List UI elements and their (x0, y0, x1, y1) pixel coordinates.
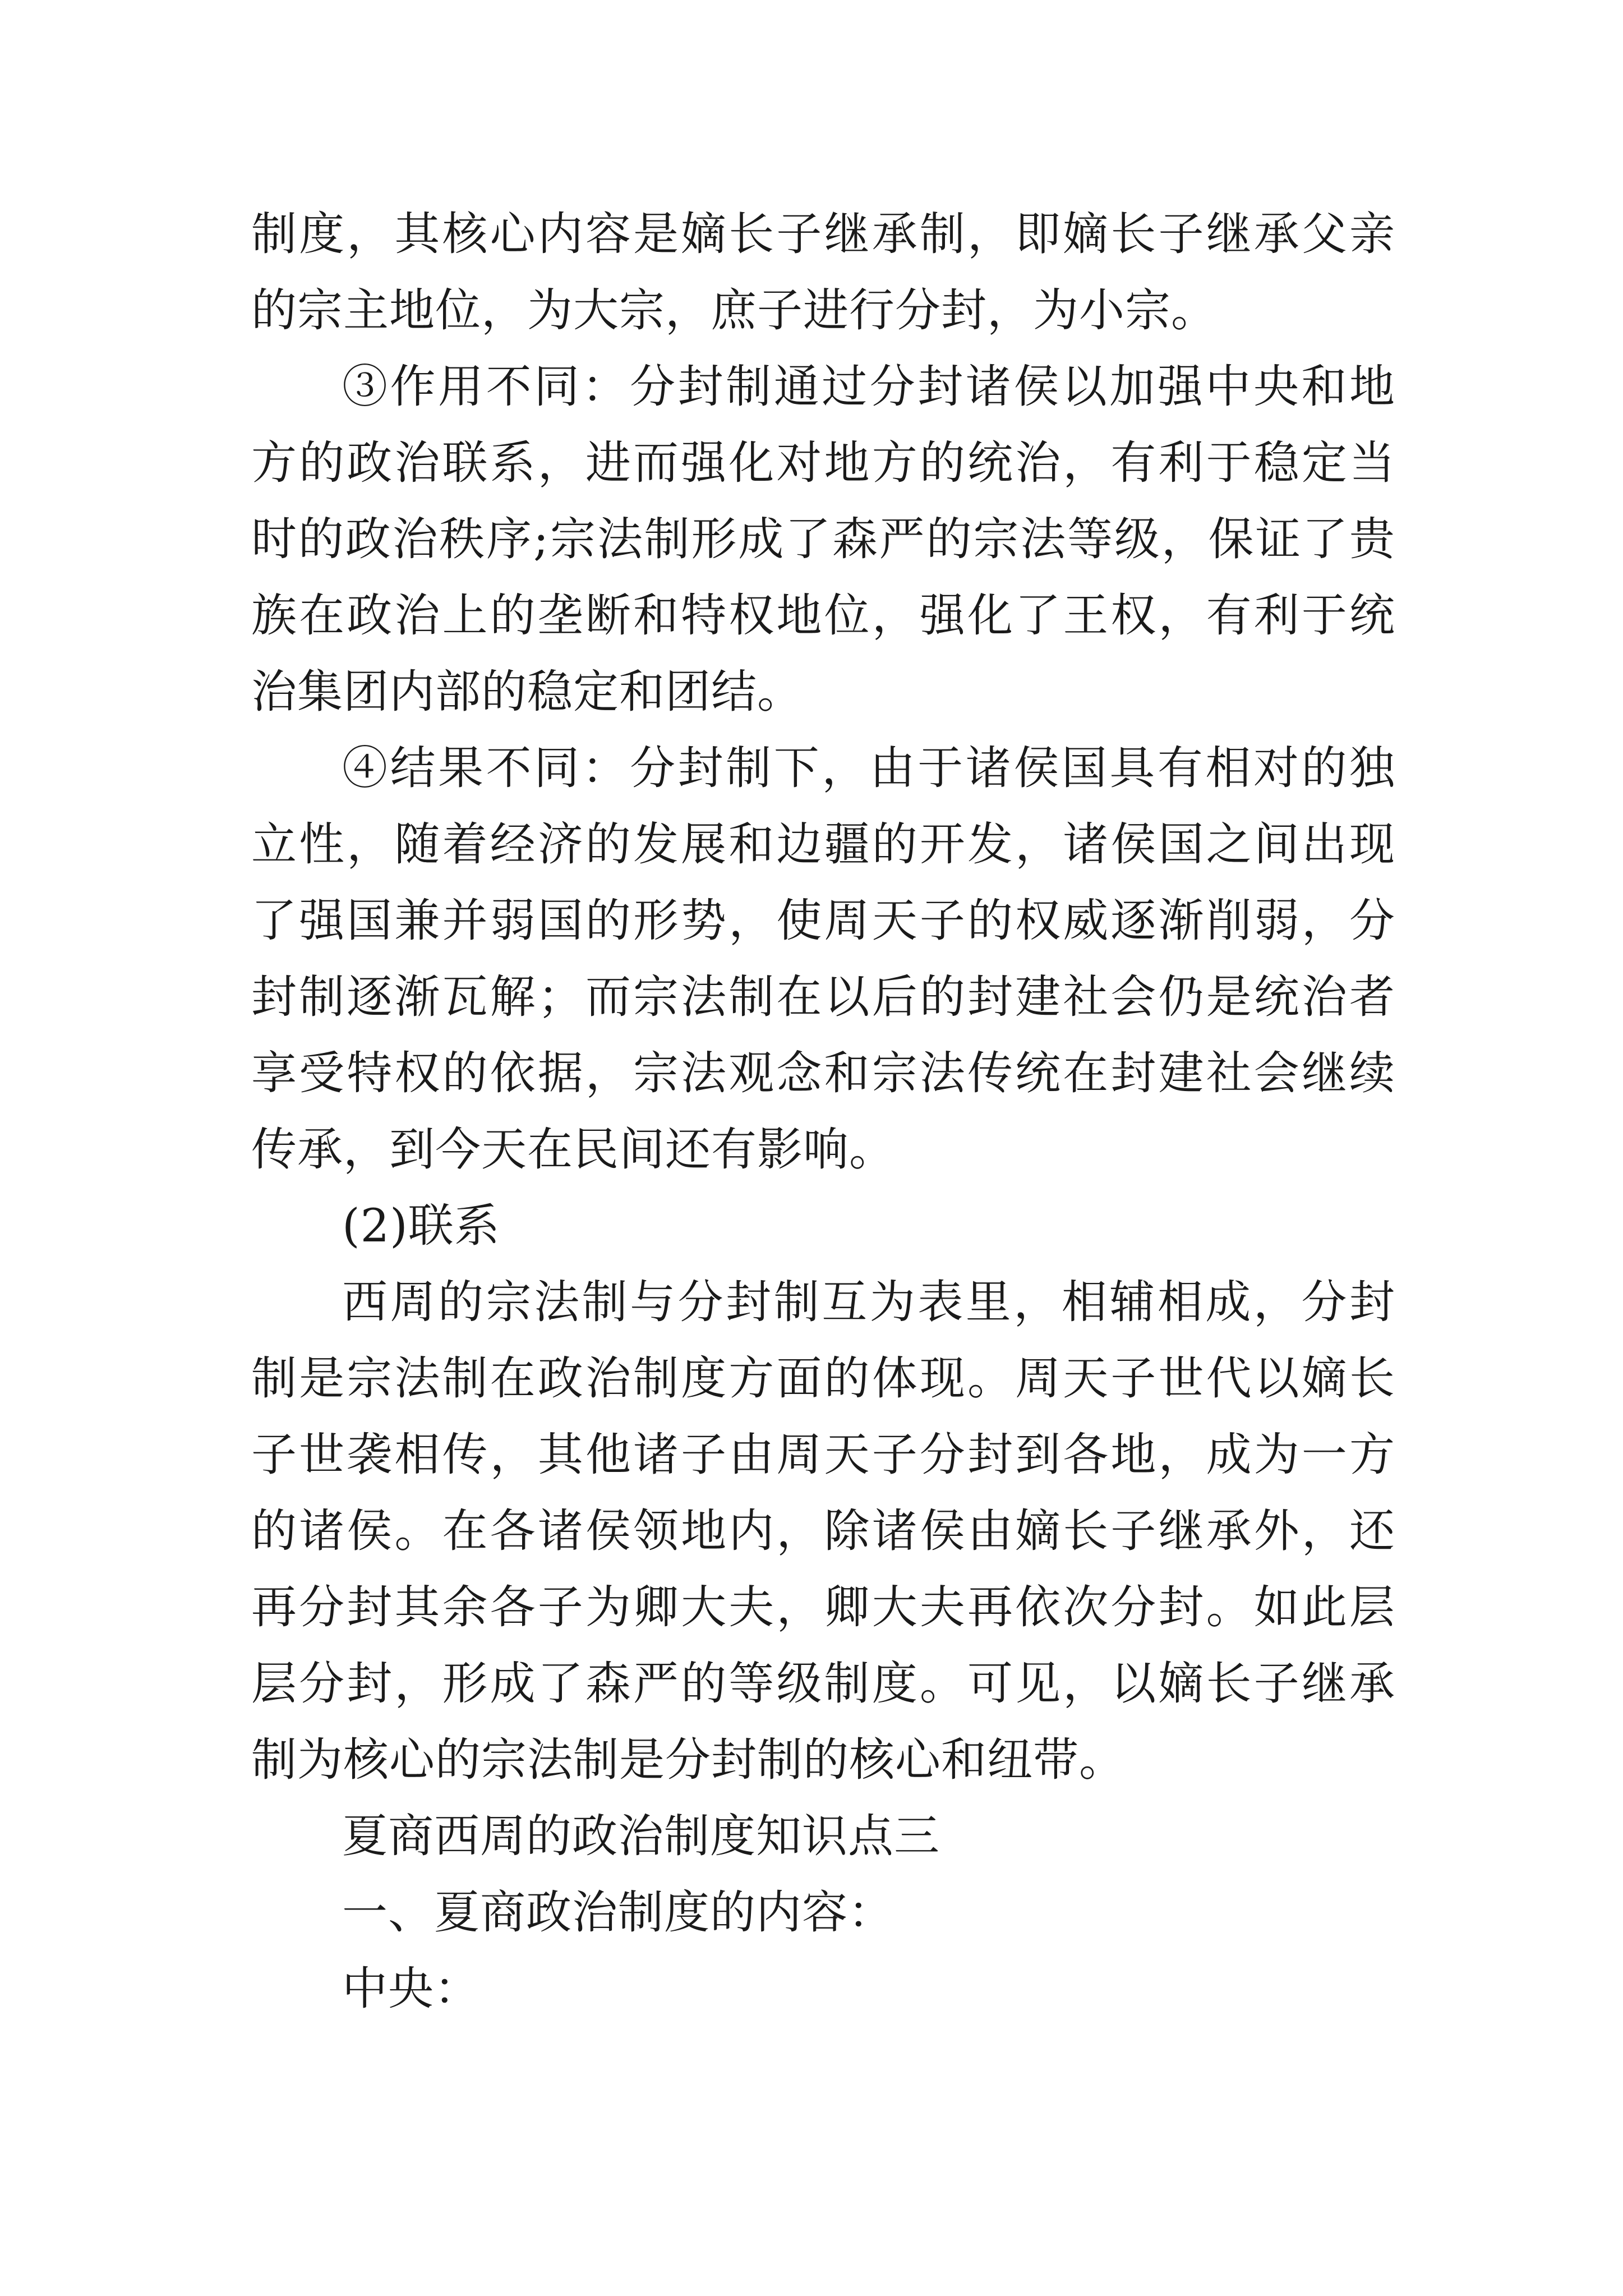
paragraph-connection: 西周的宗法制与分封制互为表里，相辅相成，分封制是宗法制在政治制度方面的体现。周天子世代以嫡长子世袭相传，其他诸子由周天子分封到各地，成为一方的诸侯。在各诸侯领地内，除诸侯由嫡长子继承外，还再分封其余各子为卿大夫，卿大夫再依次分封。如此层层分封，形成了森严的等级制度。可见，以嫡长子继承制为核心的宗法制是分封制的核心和纽带。 (251, 1276, 1395, 1787)
subheading-xia-shang-system: 一、夏商政治制度的内容： (342, 1887, 895, 1939)
paragraph-function-difference: ③作用不同：分封制通过分封诸侯以加强中央和地方的政治联系，进而强化对地方的统治，有利于稳定当时的政治秩序;宗法制形成了森严的宗法等级，保证了贵族在政治上的垄断和特权地位，强化了王权，有利于统治集团内部的稳定和团结。 (251, 361, 1395, 719)
section-heading-knowledge-point-3: 夏商西周的政治制度知识点三 (342, 1810, 940, 1863)
document-body (251, 196, 1395, 2027)
paragraph-continuation: 制度，其核心内容是嫡长子继承制，即嫡长子继承父亲的宗主地位，为大宗，庶子进行分封，为小宗。 (251, 208, 1395, 337)
subheading-central: 中央： (342, 1963, 481, 2016)
subheading-connection: (2)联系 (342, 1200, 500, 1253)
paragraph-result-difference: ④结果不同：分封制下，由于诸侯国具有相对的独立性，随着经济的发展和边疆的开发，诸侯国之间出现了强国兼并弱国的形势，使周天子的权威逐渐削弱，分封制逐渐瓦解；而宗法制在以后的封建社会仍是统治者享受特权的依据，宗法观念和宗法传统在封建社会继续传承，到今天在民间还有影响。 (251, 742, 1395, 1176)
